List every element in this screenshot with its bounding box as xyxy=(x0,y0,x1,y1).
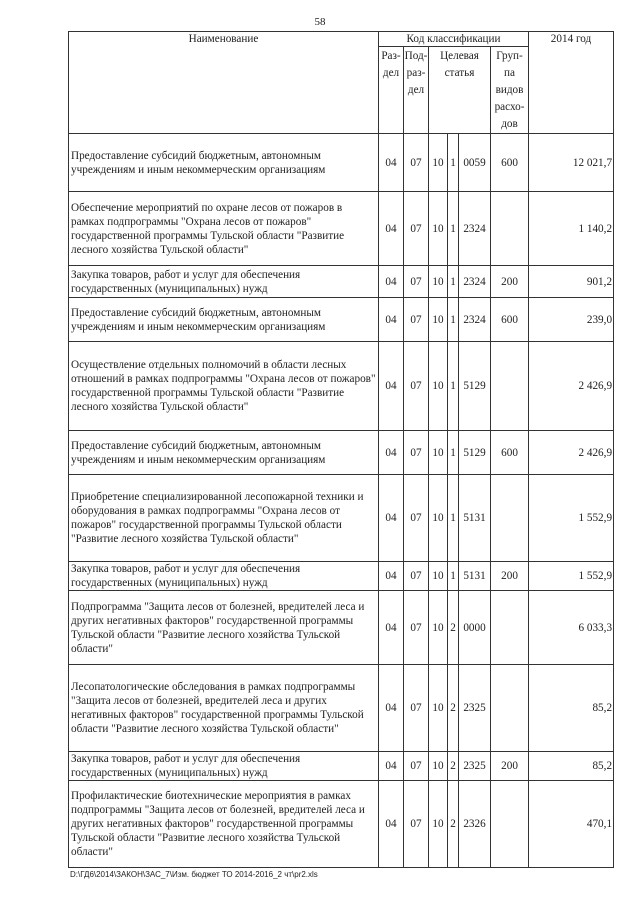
row-expense-group: 600 xyxy=(491,431,529,475)
row-target-direction: 5131 xyxy=(459,562,491,591)
row-section: 04 xyxy=(379,562,404,591)
row-subsection: 07 xyxy=(404,266,429,298)
table-row xyxy=(69,298,614,342)
row-amount: 239,0 xyxy=(529,298,614,342)
budget-table xyxy=(68,31,614,868)
header-expense-group: Груп- па видов расхо- дов xyxy=(491,47,529,134)
row-target-direction: 5129 xyxy=(459,342,491,431)
row-target-program: 10 xyxy=(429,665,448,752)
row-expense-group: 200 xyxy=(491,266,529,298)
header-target: Целевая статья xyxy=(429,47,491,134)
row-target-program: 10 xyxy=(429,266,448,298)
row-amount: 6 033,3 xyxy=(529,591,614,665)
row-target-program: 10 xyxy=(429,431,448,475)
row-target-direction: 0000 xyxy=(459,591,491,665)
row-expense-group xyxy=(491,665,529,752)
table-row xyxy=(69,781,614,868)
row-section: 04 xyxy=(379,192,404,266)
row-amount: 85,2 xyxy=(529,665,614,752)
row-name: Закупка товаров, работ и услуг для обеспечения государственных (муниципальных) нужд xyxy=(69,266,379,298)
row-target-subprogram: 1 xyxy=(448,562,459,591)
row-section: 04 xyxy=(379,266,404,298)
row-name: Закупка товаров, работ и услуг для обеспечения государственных (муниципальных) нужд xyxy=(69,562,379,591)
row-target-subprogram: 2 xyxy=(448,591,459,665)
row-target-program: 10 xyxy=(429,298,448,342)
row-name: Профилактические биотехнические мероприятия в рамках подпрограммы "Защита лесов от болезней, вредителей леса и других негативных факторов" государственной программы Тульской области "Развитие лесного хозяйства Тульской области" xyxy=(69,781,379,868)
row-expense-group: 200 xyxy=(491,752,529,781)
row-amount: 470,1 xyxy=(529,781,614,868)
row-target-direction: 2326 xyxy=(459,781,491,868)
row-section: 04 xyxy=(379,342,404,431)
row-section: 04 xyxy=(379,431,404,475)
row-target-subprogram: 1 xyxy=(448,298,459,342)
row-subsection: 07 xyxy=(404,134,429,192)
row-target-direction: 2325 xyxy=(459,752,491,781)
row-target-subprogram: 2 xyxy=(448,752,459,781)
table-row xyxy=(69,752,614,781)
row-expense-group: 600 xyxy=(491,134,529,192)
row-target-direction: 5129 xyxy=(459,431,491,475)
row-subsection: 07 xyxy=(404,781,429,868)
row-name: Закупка товаров, работ и услуг для обеспечения государственных (муниципальных) нужд xyxy=(69,752,379,781)
footer-file-path: D:\ГД6\2014\ЗАКОН\ЗАС_7\Изм. бюджет ТО 2014-2016_2 чт\pr2.xls xyxy=(70,870,318,879)
row-subsection: 07 xyxy=(404,298,429,342)
row-subsection: 07 xyxy=(404,591,429,665)
row-target-program: 10 xyxy=(429,752,448,781)
row-target-program: 10 xyxy=(429,192,448,266)
row-amount: 2 426,9 xyxy=(529,342,614,431)
row-name: Лесопатологические обследования в рамках подпрограммы "Защита лесов от болезней, вредителей леса и других негативных факторов" государственной программы Тульской области "Развитие лесного хозяйства Тульской области" xyxy=(69,665,379,752)
table-row xyxy=(69,266,614,298)
row-target-subprogram: 1 xyxy=(448,431,459,475)
row-section: 04 xyxy=(379,298,404,342)
row-target-program: 10 xyxy=(429,591,448,665)
row-section: 04 xyxy=(379,752,404,781)
table-row xyxy=(69,475,614,562)
row-target-direction: 5131 xyxy=(459,475,491,562)
row-amount: 85,2 xyxy=(529,752,614,781)
row-amount: 12 021,7 xyxy=(529,134,614,192)
table-row xyxy=(69,342,614,431)
row-expense-group: 200 xyxy=(491,562,529,591)
row-target-subprogram: 2 xyxy=(448,781,459,868)
row-section: 04 xyxy=(379,781,404,868)
row-expense-group: 600 xyxy=(491,298,529,342)
table-row xyxy=(69,665,614,752)
row-name: Приобретение специализированной лесопожарной техники и оборудования в рамках подпрограммы "Охрана лесов от пожаров" государственной программы Тульской области "Развитие лесного хозяйства Тульской области" xyxy=(69,475,379,562)
row-section: 04 xyxy=(379,665,404,752)
header-year: 2014 год xyxy=(529,32,614,134)
row-subsection: 07 xyxy=(404,192,429,266)
table-row xyxy=(69,192,614,266)
header-subsection: Под- раз- дел xyxy=(404,47,429,134)
table-row xyxy=(69,562,614,591)
row-target-subprogram: 1 xyxy=(448,266,459,298)
header-classification-code: Код классификации xyxy=(379,32,529,47)
row-target-program: 10 xyxy=(429,475,448,562)
row-expense-group xyxy=(491,475,529,562)
row-target-subprogram: 2 xyxy=(448,665,459,752)
row-section: 04 xyxy=(379,134,404,192)
row-subsection: 07 xyxy=(404,342,429,431)
row-subsection: 07 xyxy=(404,665,429,752)
row-amount: 1 552,9 xyxy=(529,475,614,562)
row-subsection: 07 xyxy=(404,475,429,562)
row-target-direction: 2324 xyxy=(459,266,491,298)
table-row xyxy=(69,431,614,475)
row-target-direction: 2324 xyxy=(459,192,491,266)
row-target-subprogram: 1 xyxy=(448,134,459,192)
row-target-subprogram: 1 xyxy=(448,475,459,562)
row-amount: 2 426,9 xyxy=(529,431,614,475)
row-name: Предоставление субсидий бюджетным, автономным учреждениям и иным некоммерческим организациям xyxy=(69,134,379,192)
row-expense-group xyxy=(491,781,529,868)
row-section: 04 xyxy=(379,591,404,665)
row-name: Предоставление субсидий бюджетным, автономным учреждениям и иным некоммерческим организациям xyxy=(69,298,379,342)
row-name: Обеспечение мероприятий по охране лесов от пожаров в рамках подпрограммы "Охрана лесов от пожаров" государственной программы Тульской области "Развитие лесного хозяйства Тульской области" xyxy=(69,192,379,266)
row-target-program: 10 xyxy=(429,781,448,868)
header-name: Наименование xyxy=(69,32,379,134)
row-subsection: 07 xyxy=(404,752,429,781)
row-target-program: 10 xyxy=(429,134,448,192)
row-target-subprogram: 1 xyxy=(448,342,459,431)
row-target-program: 10 xyxy=(429,562,448,591)
row-target-direction: 0059 xyxy=(459,134,491,192)
row-subsection: 07 xyxy=(404,562,429,591)
table-row xyxy=(69,591,614,665)
row-amount: 1 140,2 xyxy=(529,192,614,266)
row-expense-group xyxy=(491,192,529,266)
row-target-direction: 2325 xyxy=(459,665,491,752)
row-subsection: 07 xyxy=(404,431,429,475)
row-amount: 901,2 xyxy=(529,266,614,298)
header-section: Раз- дел xyxy=(379,47,404,134)
table-row xyxy=(69,134,614,192)
row-name: Осуществление отдельных полномочий в области лесных отношений в рамках подпрограммы "Охрана лесов от пожаров" государственной программы Тульской области "Развитие лесного хозяйства Тульской области" xyxy=(69,342,379,431)
row-target-program: 10 xyxy=(429,342,448,431)
row-name: Предоставление субсидий бюджетным, автономным учреждениям и иным некоммерческим организациям xyxy=(69,431,379,475)
row-expense-group xyxy=(491,342,529,431)
page-number: 58 xyxy=(314,16,326,28)
row-expense-group xyxy=(491,591,529,665)
row-section: 04 xyxy=(379,475,404,562)
row-target-direction: 2324 xyxy=(459,298,491,342)
row-name: Подпрограмма "Защита лесов от болезней, вредителей леса и других негативных факторов" государственной программы Тульской области "Развитие лесного хозяйства Тульской области" xyxy=(69,591,379,665)
row-target-subprogram: 1 xyxy=(448,192,459,266)
row-amount: 1 552,9 xyxy=(529,562,614,591)
